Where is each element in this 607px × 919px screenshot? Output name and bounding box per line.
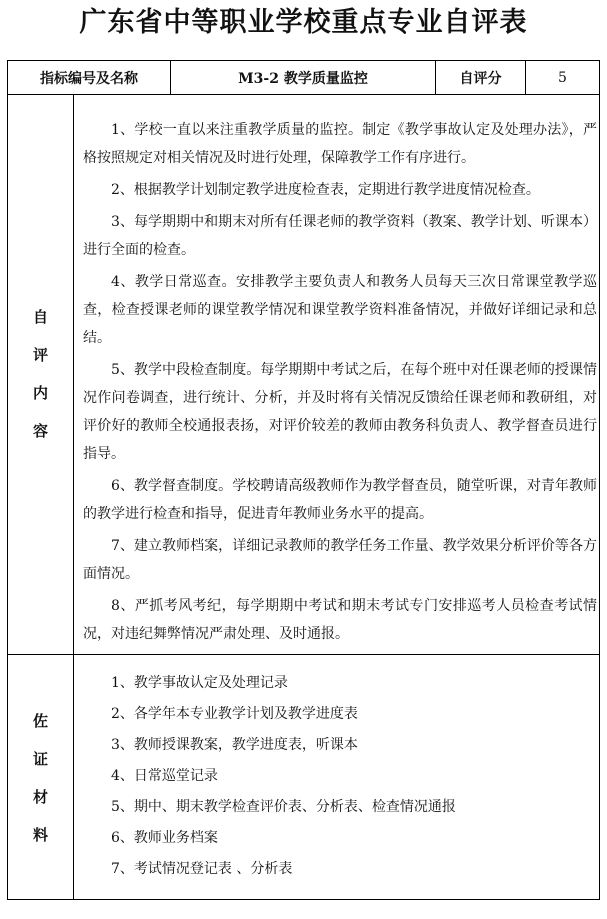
score-value-cell: [526, 61, 599, 94]
self-eval-paragraph: 3、每学期期中和期末对所有任课老师的教学资料（教案、教学计划、听课本）进行全面的检查。: [83, 214, 597, 258]
indicator-label: 指标编号及名称: [40, 70, 138, 87]
label-column-divider: [73, 94, 74, 899]
evidence-item: 2、各学年本专业教学计划及教学进度表: [111, 706, 358, 722]
evidence-item: 3、教师授课教案，教学进度表，听课本: [111, 737, 358, 753]
evidence-list: [83, 668, 597, 885]
evidence-item: 4、日常巡堂记录: [111, 768, 218, 784]
self-eval-paragraph: 5、教学中段检查制度。每学期期中考试之后，在每个班中对任课老师的授课情况作问卷调查，进行统计、分析，并及时将有关情况反馈给任课老师和教研组，对评价好的教师全校通报表扬，对评价较差的教师由教务科负责人、教学督查员进行指导。: [83, 362, 597, 462]
self-eval-content: [83, 116, 597, 652]
self-eval-paragraph: 2、根据教学计划制定教学进度检查表，定期进行教学进度情况检查。: [111, 182, 540, 198]
self-eval-paragraph: 1、学校一直以来注重教学质量的监控。制定《教学事故认定及处理办法》，严格按照规定对相关情况及时进行处理，保障教学工作有序进行。: [83, 122, 597, 166]
self-eval-paragraph: 6、教学督查制度。学校聘请高级教师作为教学督查员，随堂听课，对青年教师的教学进行检查和指导，促进青年教师业务水平的提高。: [83, 478, 597, 522]
score-value: 5: [558, 69, 567, 86]
score-label: 自评分: [459, 70, 502, 87]
indicator-label-cell: [8, 61, 171, 94]
indicator-value-cell: [171, 61, 436, 94]
self-eval-paragraph: 4、教学日常巡查。安排教学主要负责人和教务人员每天三次日常课堂教学巡查，检查授课老师的课堂教学情况和课堂教学资料准备情况，并做好详细记录和总结。: [83, 274, 597, 346]
self-eval-label: 自 评 内 容: [32, 308, 48, 440]
evidence-item: 1、教学事故认定及处理记录: [111, 675, 288, 691]
evidence-item: 5、期中、期末教学检查评价表、分析表、检查情况通报: [111, 799, 456, 815]
evidence-label: 佐 证 材 料: [32, 712, 48, 844]
evaluation-table: [7, 60, 600, 900]
self-eval-paragraph: 7、建立教师档案，详细记录教师的教学任务工作量、教学效果分析评价等各方面情况。: [83, 538, 597, 582]
self-eval-paragraph: 8、严抓考风考纪，每学期期中考试和期末考试专门安排巡考人员检查考试情况，对违纪舞弊情况严肃处理、及时通报。: [83, 598, 597, 642]
evidence-item: 7、考试情况登记表 、分析表: [111, 861, 293, 877]
header-divider: [8, 94, 599, 95]
evidence-item: 6、教师业务档案: [111, 830, 218, 846]
section-divider: [8, 654, 599, 655]
indicator-value: M3-2 教学质量监控: [238, 70, 368, 87]
page-title: 广东省中等职业学校重点专业自评表: [79, 7, 528, 38]
score-label-cell: [436, 61, 526, 94]
